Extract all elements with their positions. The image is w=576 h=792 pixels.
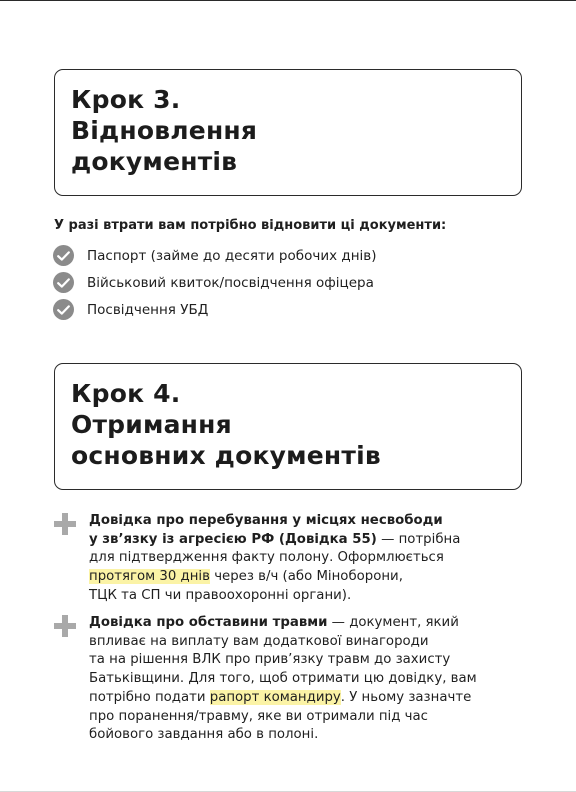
doc-text: про поранення/травму, яке ви отримали під час xyxy=(89,708,428,724)
restore-list xyxy=(53,242,377,323)
highlighted-term: протягом 30 днів xyxy=(89,569,210,585)
doc-text: потрібно подати xyxy=(89,689,210,705)
doc-title: Довідка про перебування у місцях несвободи xyxy=(89,513,443,528)
restore-item-label: Військовий квиток/посвідчення офіцера xyxy=(87,274,374,291)
restore-list-item xyxy=(53,296,377,323)
step-4-header-box xyxy=(54,363,522,490)
step-3-title xyxy=(71,84,505,177)
top-rule xyxy=(0,0,576,1)
restore-item-label: Посвідчення УБД xyxy=(87,301,209,318)
doc-text: Батьківщини. Для того, щоб отримати цю довідку, вам xyxy=(89,671,477,687)
doc-item-text xyxy=(89,512,499,606)
step-4-title xyxy=(71,378,505,471)
step-4-title-line: основних документів xyxy=(71,441,381,470)
doc-text: бойового завдання або в полоні. xyxy=(89,727,319,743)
restore-intro: У разі втрати вам потрібно відновити ці документи: xyxy=(54,218,447,233)
check-circle-icon xyxy=(53,245,74,266)
check-circle-icon xyxy=(53,299,74,320)
doc-title-cont: у зв’язку із агресією РФ (Довідка 55) xyxy=(89,531,377,547)
restore-list-item xyxy=(53,242,377,269)
doc-text: впливає на виплату вам додаткової винагороди xyxy=(89,633,429,649)
doc-text: ТЦК та СП чи правоохоронні органи). xyxy=(89,587,352,603)
plus-icon xyxy=(54,513,76,535)
step-3-header-box xyxy=(54,69,522,196)
check-circle-icon xyxy=(53,272,74,293)
doc-text: для підтвердження факту полону. Оформлюється xyxy=(89,550,444,566)
doc-title: Довідка про обставини травми xyxy=(89,615,328,630)
step-4-title-line: Отримання xyxy=(71,410,232,439)
restore-item-label: Паспорт (займе до десяти робочих днів) xyxy=(87,247,377,264)
doc-text: та на рішення ВЛК про прив’язку травм до захисту xyxy=(89,652,451,668)
doc-text: через в/ч (або Міноборони, xyxy=(209,569,403,585)
step-3-title-line: документів xyxy=(71,147,238,176)
step-3-title-line: Крок 3. xyxy=(71,85,181,114)
doc-text: — документ, який xyxy=(327,615,459,630)
doc-text: — потрібна xyxy=(376,531,461,547)
highlighted-term: рапорт командиру xyxy=(209,689,341,705)
plus-icon xyxy=(54,615,76,637)
doc-text: . У ньому зазначте xyxy=(340,689,472,705)
step-4-title-line: Крок 4. xyxy=(71,379,181,408)
restore-list-item xyxy=(53,269,377,296)
step-3-title-line: Відновлення xyxy=(71,116,258,145)
doc-item-text xyxy=(89,614,499,745)
